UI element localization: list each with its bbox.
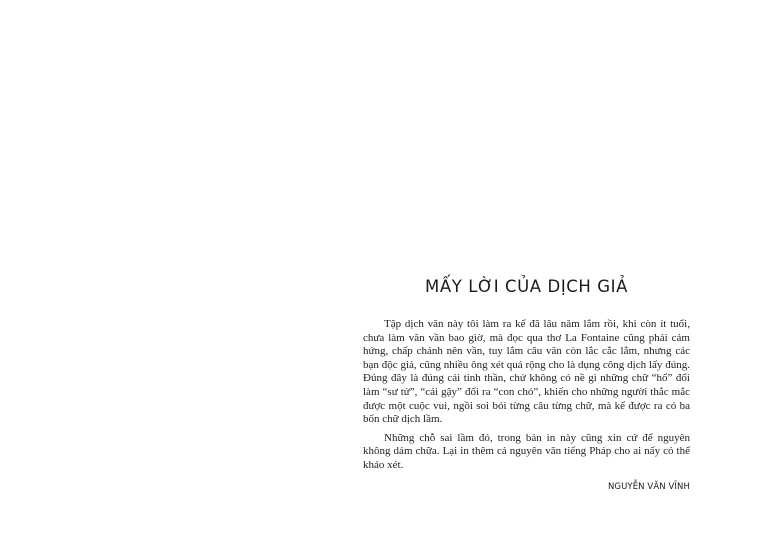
preface-paragraph: Những chỗ sai lầm đó, trong bản in này cũng xin cứ để nguyên không dám chữa. Lại in thêm cả nguyên văn tiếng Pháp cho ai nấy cỏ thể khảo xét. (363, 431, 690, 471)
author-signature: NGUYỄN VĂN VĨNH (607, 481, 690, 492)
preface-body (363, 318, 690, 473)
preface-title: MẤY LỜI CỦA DỊCH GIẢ (424, 277, 629, 296)
preface-paragraph: Tập dịch văn này tôi làm ra kể đã lâu năm lắm rồi, khi còn ít tuổi, chưa làm văn vần bao giờ, mà đọc qua thơ La Fontaine cũng phải cảm hứng, chấp chánh nên vần, tuy lắm câu văn còn lắc cắc lắm, nhưng các bạn độc giả, cũng nhiều ông xét quá rộng cho là dụng công dịch lấy đúng. Đúng đây là đúng cái tinh thần, chứ không có nề gì những chữ “hổ” đổi làm “sư tử”, “cái gậy” đổi ra “con chó”, khiến cho những người thắc mắc được một cuộc vui, ngồi soi bói từng câu từng chữ, mà kể được ra có ba bốn chữ dịch lầm. (363, 318, 690, 426)
preface-section (363, 276, 690, 492)
